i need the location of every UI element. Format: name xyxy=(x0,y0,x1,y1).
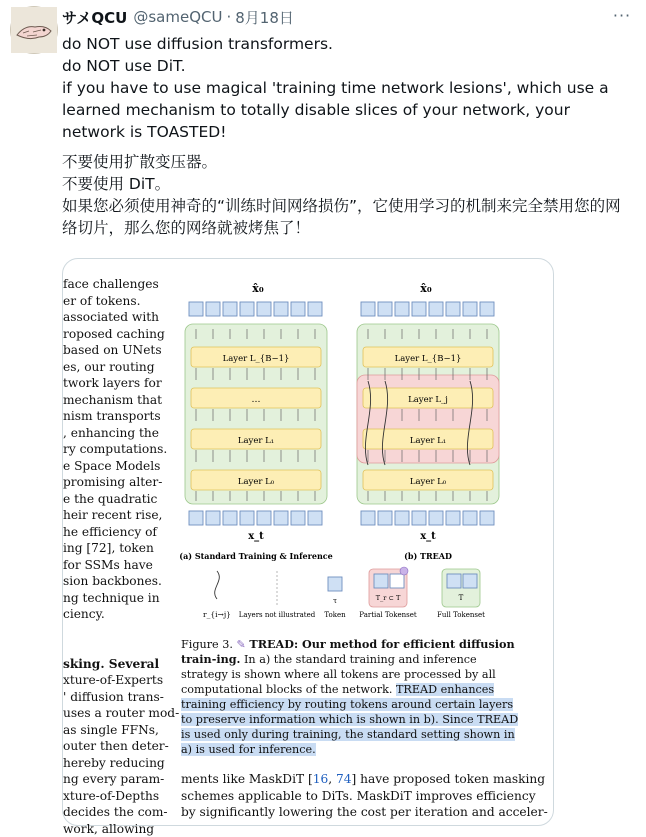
legend-partial-symbol: T_r ⊂ T xyxy=(376,594,401,602)
caption-prefix: Figure 3. xyxy=(181,638,236,651)
paper-line: er of tokens. xyxy=(63,293,159,310)
paper-line: roposed caching xyxy=(63,326,159,343)
layer-label: Layer L₁ xyxy=(238,436,274,446)
paper-line: xture-of-Depths xyxy=(63,788,159,805)
paper-line: , enhancing the xyxy=(63,425,159,442)
output-label-b: x̂₀ xyxy=(420,282,432,295)
pencil-icon: ✎ xyxy=(236,638,249,651)
paper-line: associated with xyxy=(63,309,159,326)
body-text-fragment: ments like MaskDiT [ xyxy=(181,772,313,786)
paper-line xyxy=(181,771,526,788)
full-token-icon xyxy=(447,574,461,588)
legend-full-label: Full Tokenset xyxy=(437,611,485,619)
paper-line: outer then deter- xyxy=(63,738,159,755)
paper-line: e the quadratic xyxy=(63,491,159,508)
tweet-date[interactable]: 8月18日 xyxy=(235,7,294,28)
tweet-text-line: if you have to use magical 'training time network lesions', which use a learned mechanism to totally disable slices of your network, your network is TOASTED! xyxy=(62,77,632,143)
paper-line: ' diffusion trans- xyxy=(63,689,159,706)
paper-line: schemes applicable to DiTs. MaskDiT improves efficiency xyxy=(181,788,526,805)
output-tokens-b xyxy=(361,302,494,316)
legend-token-symbol: τ xyxy=(333,597,337,605)
partial-token-icon xyxy=(374,574,388,588)
tweet-text-line: 不要使用 DiT。 xyxy=(62,173,632,195)
paper-line: for SSMs have xyxy=(63,557,159,574)
paper-line: nism transports xyxy=(63,408,159,425)
paper-line: based on UNets xyxy=(63,342,159,359)
subcaption-b: (b) TREAD xyxy=(404,551,452,561)
paper-line: ng technique in xyxy=(63,590,159,607)
layer-label: … xyxy=(252,395,261,405)
body-text-fragment: ] have proposed token masking xyxy=(352,772,546,786)
output-tokens-a xyxy=(189,302,322,316)
legend-full-symbol: T xyxy=(459,594,464,602)
avatar[interactable] xyxy=(10,6,58,54)
input-label-b: x_t xyxy=(420,531,436,542)
paper-line: face challenges xyxy=(63,276,159,293)
paper-line: sking. Several xyxy=(63,656,159,673)
route-legend-icon xyxy=(215,571,220,599)
paper-line: work, allowing xyxy=(63,821,159,837)
layer-label: Layer L_j xyxy=(408,395,448,405)
legend-partial-label: Partial Tokenset xyxy=(359,611,417,619)
partial-token-dropped-icon xyxy=(390,574,404,588)
layer-label: Layer L_{B−1} xyxy=(223,354,290,364)
tweet-header xyxy=(62,6,294,28)
paper-line: ry computations. xyxy=(63,441,159,458)
legend-token-label: Token xyxy=(324,611,346,619)
more-options-icon[interactable]: ··· xyxy=(612,8,632,28)
paper-line: twork layers for xyxy=(63,375,159,392)
paper-line: e Space Models xyxy=(63,458,159,475)
avatar-sketch-icon xyxy=(11,7,57,53)
paper-body-text xyxy=(181,771,526,821)
layer-label: Layer L₁ xyxy=(410,436,446,446)
paper-line: ng every param- xyxy=(63,771,159,788)
input-label-a: x_t xyxy=(248,531,264,542)
tweet-text-line: do NOT use DiT. xyxy=(62,55,632,77)
author-name[interactable]: サメQCU xyxy=(62,7,127,28)
paper-line: decides the com- xyxy=(63,804,159,821)
paper-line: sion backbones. xyxy=(63,573,159,590)
paper-line: es, our routing xyxy=(63,359,159,376)
paper-line: xture-of-Experts xyxy=(63,672,159,689)
input-tokens-b xyxy=(361,511,494,525)
body-text-fragment: , xyxy=(328,772,336,786)
paper-line: heir recent rise, xyxy=(63,507,159,524)
paper-line: ciency. xyxy=(63,606,159,623)
tread-figure-diagram xyxy=(181,269,519,629)
caption-title: TREAD: Our method for efficient diffusion train-ing. xyxy=(181,637,515,666)
paper-line xyxy=(63,639,159,656)
token-legend-icon xyxy=(328,577,342,591)
output-label-a: x̂₀ xyxy=(252,282,264,295)
layer-label: Layer L_{B−1} xyxy=(395,354,462,364)
dropped-token-marker-icon xyxy=(400,567,408,575)
attached-image[interactable] xyxy=(62,258,554,826)
paper-line xyxy=(63,623,159,640)
paper-line: by significantly lowering the cost per iteration and acceler- xyxy=(181,804,526,821)
paper-line: he efficiency of xyxy=(63,524,159,541)
subcaption-a: (a) Standard Training & Inference xyxy=(179,551,332,561)
paper-line: uses a router mod- xyxy=(63,705,159,722)
caption-highlight: TREAD enhances training efficiency by routing tokens around certain layers to preserve information which is shown in b). Since TREAD is used only during training, the standard setting shown in a) is used for inference. xyxy=(181,683,518,756)
paper-left-column xyxy=(63,276,159,837)
caption-text: In a) the standard training and inference strategy is shown where all tokens are processed by all computational blocks of the network. xyxy=(181,653,496,696)
citation-link: 74 xyxy=(336,772,352,786)
full-token-icon xyxy=(463,574,477,588)
layer-label: Layer L₀ xyxy=(410,477,447,487)
legend-layers-label: Layers not illustrated xyxy=(239,611,316,619)
input-tokens-a xyxy=(189,511,322,525)
legend-route-label: r_{i→j} xyxy=(203,610,231,619)
tweet-text-line: do NOT use diffusion transformers. xyxy=(62,33,632,55)
citation-link: 16 xyxy=(313,772,329,786)
paper-line: mechanism that xyxy=(63,392,159,409)
paper-line: ing [72], token xyxy=(63,540,159,557)
figure-caption xyxy=(181,637,519,757)
author-handle[interactable]: @sameQCU xyxy=(133,8,222,26)
layer-label: Layer L₀ xyxy=(238,477,275,487)
tweet-text-line: 如果您必须使用神奇的“训练时间网络损伤”，它使用学习的机制来完全禁用您的网络切片，那么您的网络就被烤焦了！ xyxy=(62,195,632,239)
tweet-text-line: 不要使用扩散变压器。 xyxy=(62,151,632,173)
header-separator: · xyxy=(226,8,231,26)
tweet-text xyxy=(62,33,632,239)
paper-line: hereby reducing xyxy=(63,755,159,772)
paper-line: promising alter- xyxy=(63,474,159,491)
paper-line: as single FFNs, xyxy=(63,722,159,739)
